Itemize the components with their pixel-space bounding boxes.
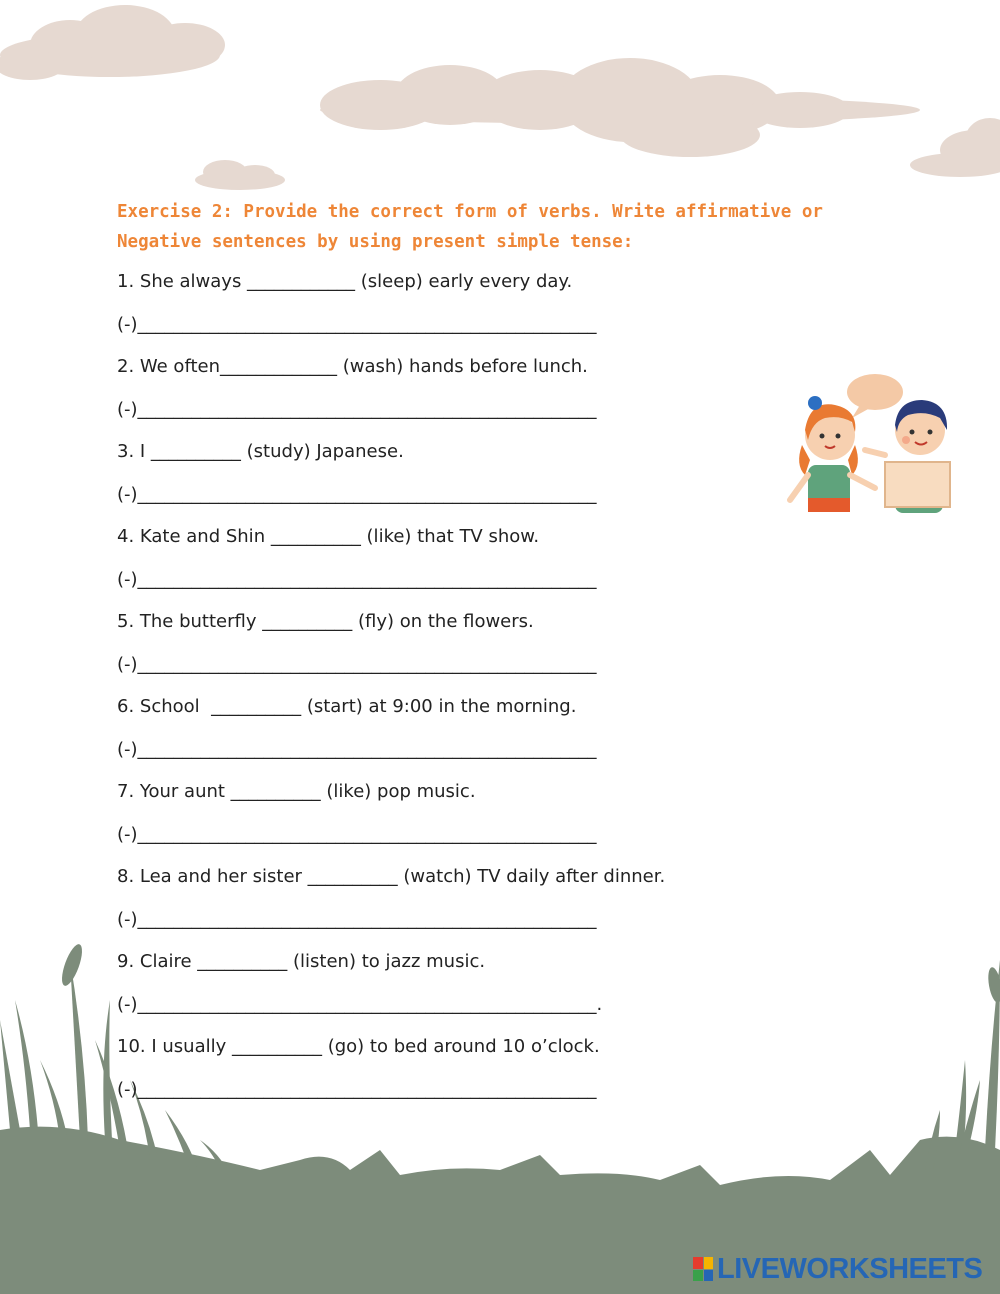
- question-text: 8. Lea and her sister __________ (watch) TV daily after dinner.: [117, 866, 666, 887]
- question-text: 1. She always ____________ (sleep) early every day.: [117, 271, 573, 292]
- exercise-title: Exercise 2: Provide the correct form of verbs. Write affirmative or Negative sentences by using present simple tense:: [117, 202, 823, 252]
- question-text: 10. I usually __________ (go) to bed around 10 o’clock.: [117, 1036, 600, 1057]
- exercise-item: [117, 522, 757, 607]
- cloud-top-left: [0, 5, 225, 80]
- answer-line[interactable]: (-)___________________________________________________: [117, 654, 597, 675]
- exercise-item: [117, 437, 757, 522]
- answer-line[interactable]: (-)___________________________________________________: [117, 1079, 597, 1100]
- answer-line[interactable]: (-)___________________________________________________: [117, 909, 597, 930]
- exercise-item: [117, 862, 757, 947]
- cloud-right: [910, 118, 1000, 177]
- two-children-talking-icon: [780, 370, 960, 520]
- cloud-top-center: [320, 58, 920, 157]
- question-text: 4. Kate and Shin __________ (like) that TV show.: [117, 526, 540, 547]
- exercise-item: [117, 607, 757, 692]
- exercise-item: [117, 947, 757, 1032]
- answer-line[interactable]: (-)___________________________________________________: [117, 399, 597, 420]
- cloud-small: [195, 160, 285, 190]
- question-text: 2. We often_____________ (wash) hands before lunch.: [117, 356, 588, 377]
- question-text: 7. Your aunt __________ (like) pop music.: [117, 781, 476, 802]
- answer-line[interactable]: (-)___________________________________________________: [117, 824, 597, 845]
- question-text: 9. Claire __________ (listen) to jazz music.: [117, 951, 486, 972]
- liveworksheets-logo[interactable]: [693, 1253, 982, 1285]
- answer-line[interactable]: (-)___________________________________________________: [117, 484, 597, 505]
- answer-line[interactable]: (-)___________________________________________________: [117, 569, 597, 590]
- exercise-item: [117, 1032, 757, 1117]
- question-text: 3. I __________ (study) Japanese.: [117, 441, 404, 462]
- answer-line[interactable]: (-)___________________________________________________.: [117, 994, 603, 1015]
- question-text: 5. The butterfly __________ (fly) on the flowers.: [117, 611, 534, 632]
- answer-line[interactable]: (-)___________________________________________________: [117, 739, 597, 760]
- exercise-list: [117, 267, 757, 1117]
- exercise-item: [117, 777, 757, 862]
- answer-line[interactable]: (-)___________________________________________________: [117, 314, 597, 335]
- exercise-item: [117, 352, 757, 437]
- exercise-item: [117, 267, 757, 352]
- question-text: 6. School __________ (start) at 9:00 in the morning.: [117, 696, 577, 717]
- logo-mark-icon: [693, 1257, 713, 1281]
- logo-text: LIVEWORKSHEETS: [717, 1252, 983, 1285]
- exercise-item: [117, 692, 757, 777]
